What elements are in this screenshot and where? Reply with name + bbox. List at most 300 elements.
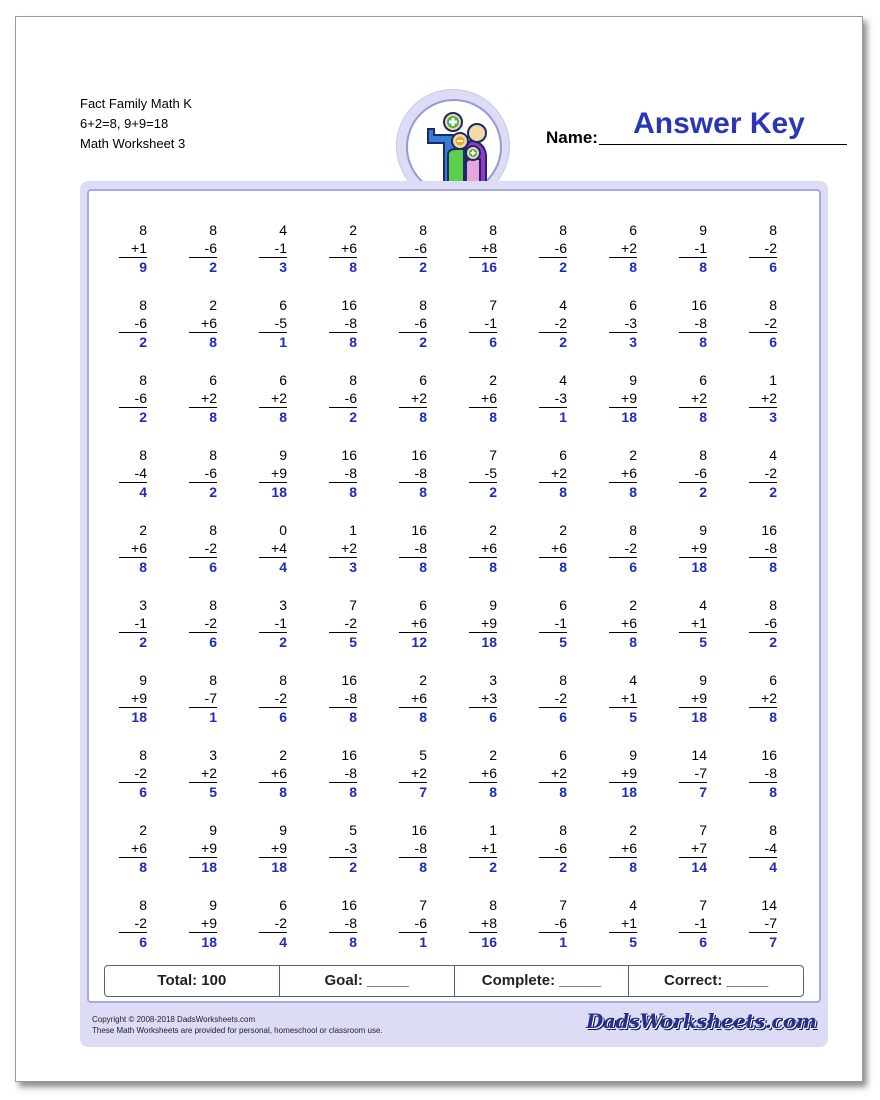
problem-operand: +6 [609,839,637,858]
problem-answer: 8 [559,784,567,800]
problem-answer: 3 [279,259,287,275]
problem-top-number: 6 [629,222,637,238]
problem-operand: -1 [119,614,147,633]
problem-top-number: 1 [349,522,357,538]
problem-top-number: 8 [139,222,147,238]
problem-operand: +9 [679,539,707,558]
problem-operand: +6 [469,539,497,558]
math-problem [239,359,309,434]
math-problem [519,809,589,884]
problem-operand: +2 [539,764,567,783]
problem-top-number: 2 [489,747,497,763]
problem-operand: -6 [749,614,777,633]
problem-answer: 2 [699,484,707,500]
problem-operand: +2 [189,764,217,783]
complete-cell: Complete: _____ [455,966,630,996]
math-problem [449,509,519,584]
math-problem [659,884,729,959]
problem-answer: 8 [349,784,357,800]
problem-answer: 8 [489,784,497,800]
problem-answer: 16 [481,259,497,275]
problem-grid [99,209,799,959]
problem-operand: +2 [259,389,287,408]
problem-operand: -7 [189,689,217,708]
problem-top-number: 6 [769,672,777,688]
problem-operand: +6 [469,389,497,408]
problem-top-number: 6 [209,372,217,388]
math-problem [729,434,799,509]
problem-operand: -3 [329,839,357,858]
problem-operand: +9 [679,689,707,708]
problem-top-number: 2 [139,522,147,538]
problems-panel [80,181,828,1047]
math-problem [239,509,309,584]
math-problem [309,284,379,359]
problem-top-number: 9 [699,222,707,238]
problem-top-number: 2 [629,597,637,613]
problem-operand: -3 [609,314,637,333]
problem-operand: -2 [329,614,357,633]
math-problem [309,734,379,809]
problem-top-number: 0 [279,522,287,538]
problem-answer: 5 [559,634,567,650]
problem-operand: +1 [609,914,637,933]
worksheet-title: Fact Family Math K [80,96,192,111]
problem-top-number: 2 [629,447,637,463]
problem-operand: -5 [259,314,287,333]
problem-operand: -8 [329,914,357,933]
problem-top-number: 16 [411,822,427,838]
problem-answer: 3 [349,559,357,575]
problem-answer: 8 [629,634,637,650]
problem-answer: 8 [699,409,707,425]
problem-operand: +6 [399,614,427,633]
problem-top-number: 2 [139,822,147,838]
problem-top-number: 2 [349,222,357,238]
math-problem [169,659,239,734]
problem-top-number: 1 [489,822,497,838]
math-problem [169,884,239,959]
problem-operand: +9 [259,464,287,483]
problem-top-number: 9 [209,822,217,838]
math-problem [659,434,729,509]
problem-answer: 8 [559,484,567,500]
problem-top-number: 8 [139,297,147,313]
problem-top-number: 16 [341,672,357,688]
math-problem [309,809,379,884]
math-problem [239,284,309,359]
problem-operand: -8 [679,314,707,333]
problem-top-number: 9 [279,447,287,463]
math-problem [379,809,449,884]
math-problem [729,734,799,809]
math-problem [659,734,729,809]
problem-operand: -8 [329,764,357,783]
problem-top-number: 16 [411,447,427,463]
problem-answer: 18 [201,934,217,950]
problem-answer: 8 [419,709,427,725]
math-problem [659,209,729,284]
problem-operand: +2 [679,389,707,408]
usage-notice: These Math Worksheets are provided for personal, homeschool or classroom use. [92,1026,383,1035]
problem-top-number: 16 [341,297,357,313]
problem-top-number: 5 [349,822,357,838]
problem-operand: +4 [259,539,287,558]
problem-answer: 8 [349,334,357,350]
math-problem [99,659,169,734]
problem-answer: 8 [349,709,357,725]
problem-answer: 7 [769,934,777,950]
problem-answer: 8 [349,934,357,950]
worksheet-page [15,16,863,1082]
problem-operand: -1 [259,614,287,633]
problem-answer: 6 [629,559,637,575]
problem-answer: 8 [419,409,427,425]
problem-answer: 8 [699,334,707,350]
problem-top-number: 6 [419,372,427,388]
math-problem [99,284,169,359]
math-problem [729,809,799,884]
problem-operand: +6 [329,239,357,258]
problem-answer: 7 [419,784,427,800]
math-problem [729,659,799,734]
problem-answer: 18 [271,859,287,875]
problem-answer: 8 [699,259,707,275]
math-problem [589,209,659,284]
problem-operand: +6 [609,464,637,483]
problem-answer: 2 [209,484,217,500]
math-problem [519,734,589,809]
math-problem [589,659,659,734]
problem-answer: 16 [481,934,497,950]
math-problem [239,884,309,959]
problem-top-number: 14 [691,747,707,763]
math-problem [239,734,309,809]
problem-answer: 2 [559,334,567,350]
math-problem [729,884,799,959]
math-problem [379,584,449,659]
math-problem [589,809,659,884]
problem-top-number: 6 [699,372,707,388]
problem-top-number: 6 [559,747,567,763]
problem-top-number: 8 [139,447,147,463]
problem-operand: -5 [469,464,497,483]
problem-answer: 6 [769,259,777,275]
problem-top-number: 7 [489,447,497,463]
problem-top-number: 4 [629,672,637,688]
problem-operand: -2 [119,764,147,783]
problem-answer: 2 [349,409,357,425]
math-problem [169,209,239,284]
problem-top-number: 4 [629,897,637,913]
problem-top-number: 8 [559,672,567,688]
math-problem [589,434,659,509]
problem-answer: 2 [209,259,217,275]
problem-answer: 5 [629,709,637,725]
problem-answer: 6 [209,634,217,650]
problem-top-number: 6 [279,372,287,388]
problem-operand: +9 [189,839,217,858]
math-problem [379,734,449,809]
math-problem [99,734,169,809]
problem-top-number: 3 [489,672,497,688]
math-problem [589,584,659,659]
problem-top-number: 9 [699,672,707,688]
math-problem [449,284,519,359]
problem-top-number: 8 [209,597,217,613]
problem-operand: -8 [399,839,427,858]
problem-operand: -8 [749,764,777,783]
math-problem [589,359,659,434]
problem-answer: 1 [559,409,567,425]
problem-operand: +3 [469,689,497,708]
problem-answer: 4 [769,859,777,875]
math-problem [659,284,729,359]
problem-operand: -2 [539,314,567,333]
problem-operand: +7 [679,839,707,858]
problem-answer: 8 [769,784,777,800]
math-problem [589,884,659,959]
problem-answer: 18 [131,709,147,725]
problem-operand: -1 [469,314,497,333]
problem-answer: 4 [279,934,287,950]
problem-operand: -6 [189,464,217,483]
math-problem [99,584,169,659]
problem-operand: +6 [189,314,217,333]
problem-answer: 2 [419,259,427,275]
problem-top-number: 8 [559,822,567,838]
math-problem [659,509,729,584]
problem-top-number: 8 [209,522,217,538]
problem-operand: +2 [399,389,427,408]
problem-top-number: 6 [629,297,637,313]
math-problem [379,359,449,434]
copyright-text: Copyright © 2008-2018 DadsWorksheets.com [92,1015,256,1024]
problem-operand: +9 [469,614,497,633]
problem-answer: 8 [209,334,217,350]
problem-operand: -6 [189,239,217,258]
problem-operand: +2 [539,464,567,483]
problem-operand: +6 [119,839,147,858]
problem-answer: 8 [139,859,147,875]
math-problem [309,434,379,509]
math-problem [239,659,309,734]
problem-top-number: 16 [341,447,357,463]
problem-answer: 18 [621,784,637,800]
problem-top-number: 8 [349,372,357,388]
problem-top-number: 16 [761,747,777,763]
problem-answer: 8 [209,409,217,425]
problem-top-number: 6 [559,447,567,463]
math-problem [519,284,589,359]
problem-top-number: 8 [209,672,217,688]
problem-operand: -8 [329,464,357,483]
problem-answer: 8 [139,559,147,575]
problem-top-number: 8 [769,297,777,313]
math-problem [589,284,659,359]
problem-top-number: 8 [769,597,777,613]
problem-answer: 6 [489,709,497,725]
problem-operand: -6 [119,389,147,408]
problem-operand: -7 [749,914,777,933]
problem-operand: -6 [119,314,147,333]
problem-top-number: 8 [699,447,707,463]
problem-operand: -8 [329,689,357,708]
problem-answer: 5 [209,784,217,800]
problem-operand: -2 [539,689,567,708]
math-problem [449,659,519,734]
problem-operand: -4 [119,464,147,483]
math-problem [99,809,169,884]
problem-answer: 2 [279,634,287,650]
problem-top-number: 9 [279,822,287,838]
problem-top-number: 8 [139,747,147,763]
problem-top-number: 3 [139,597,147,613]
problem-operand: +9 [259,839,287,858]
problem-operand: -1 [259,239,287,258]
math-problem [99,509,169,584]
problem-operand: +1 [469,839,497,858]
problem-operand: +2 [749,689,777,708]
math-problem [309,509,379,584]
problem-top-number: 4 [699,597,707,613]
problem-operand: +6 [469,764,497,783]
problem-top-number: 9 [139,672,147,688]
problem-top-number: 8 [769,822,777,838]
problem-operand: -6 [399,314,427,333]
math-problem [729,509,799,584]
problem-top-number: 6 [279,897,287,913]
math-problem [169,509,239,584]
problem-operand: -8 [399,464,427,483]
problem-operand: +2 [189,389,217,408]
problem-top-number: 9 [209,897,217,913]
problem-answer: 6 [769,334,777,350]
problem-answer: 2 [139,409,147,425]
problem-operand: +9 [609,764,637,783]
problem-operand: +2 [329,539,357,558]
math-problem [449,434,519,509]
math-problem [379,884,449,959]
problem-answer: 18 [271,484,287,500]
problem-operand: +6 [119,539,147,558]
math-problem [519,584,589,659]
problem-answer: 18 [621,409,637,425]
total-cell: Total: 100 [105,966,280,996]
math-problem [309,209,379,284]
problem-answer: 3 [769,409,777,425]
answer-key-text: Answer Key [633,107,805,140]
math-problem [169,734,239,809]
problem-operand: -2 [259,914,287,933]
problem-top-number: 4 [279,222,287,238]
worksheet-title-block [80,94,192,154]
problem-answer: 1 [279,334,287,350]
problem-top-number: 16 [341,897,357,913]
problem-operand: +9 [189,914,217,933]
math-problem [519,209,589,284]
problem-top-number: 7 [419,897,427,913]
problem-answer: 2 [139,634,147,650]
math-problem [519,434,589,509]
fact-family-people-icon [420,111,492,187]
problem-operand: -2 [609,539,637,558]
problem-answer: 18 [481,634,497,650]
problem-answer: 18 [201,859,217,875]
problem-answer: 5 [349,634,357,650]
problem-operand: +8 [469,239,497,258]
problem-top-number: 4 [769,447,777,463]
problem-top-number: 8 [139,897,147,913]
problem-operand: -3 [539,389,567,408]
math-problem [519,509,589,584]
problem-operand: -8 [399,539,427,558]
problem-answer: 2 [349,859,357,875]
problem-answer: 2 [139,334,147,350]
worksheet-number: Math Worksheet 3 [80,136,186,151]
problem-operand: -8 [329,314,357,333]
math-problem [449,209,519,284]
problem-answer: 6 [699,934,707,950]
problem-answer: 1 [209,709,217,725]
problem-answer: 8 [419,484,427,500]
problem-answer: 4 [279,559,287,575]
problem-top-number: 4 [559,297,567,313]
problem-operand: +2 [609,239,637,258]
problem-operand: -2 [189,539,217,558]
math-problem [169,359,239,434]
problem-answer: 2 [559,859,567,875]
worksheet-subtitle: 6+2=8, 9+9=18 [80,116,169,131]
math-problem [99,884,169,959]
problem-operand: -6 [539,239,567,258]
problem-answer: 8 [489,409,497,425]
math-problem [659,809,729,884]
problem-answer: 6 [489,334,497,350]
problem-operand: -2 [749,464,777,483]
problem-top-number: 2 [489,522,497,538]
problem-operand: +1 [119,239,147,258]
math-problem [239,434,309,509]
problem-top-number: 2 [489,372,497,388]
problem-operand: -6 [399,914,427,933]
math-problem [519,359,589,434]
problem-top-number: 2 [209,297,217,313]
problem-operand: -6 [539,839,567,858]
problem-top-number: 16 [691,297,707,313]
problem-top-number: 8 [489,222,497,238]
problem-operand: -1 [679,239,707,258]
problems-area [87,189,821,1003]
problem-top-number: 8 [419,297,427,313]
math-problem [449,584,519,659]
math-problem [379,434,449,509]
problem-top-number: 9 [629,747,637,763]
problem-answer: 8 [419,559,427,575]
problem-top-number: 7 [699,897,707,913]
problem-top-number: 2 [559,522,567,538]
problem-answer: 3 [629,334,637,350]
math-problem [729,284,799,359]
problem-top-number: 8 [559,222,567,238]
problem-operand: +1 [679,614,707,633]
problem-top-number: 8 [279,672,287,688]
problem-top-number: 8 [629,522,637,538]
problem-answer: 7 [699,784,707,800]
problem-operand: +2 [399,764,427,783]
math-problem [379,209,449,284]
problem-top-number: 7 [699,822,707,838]
